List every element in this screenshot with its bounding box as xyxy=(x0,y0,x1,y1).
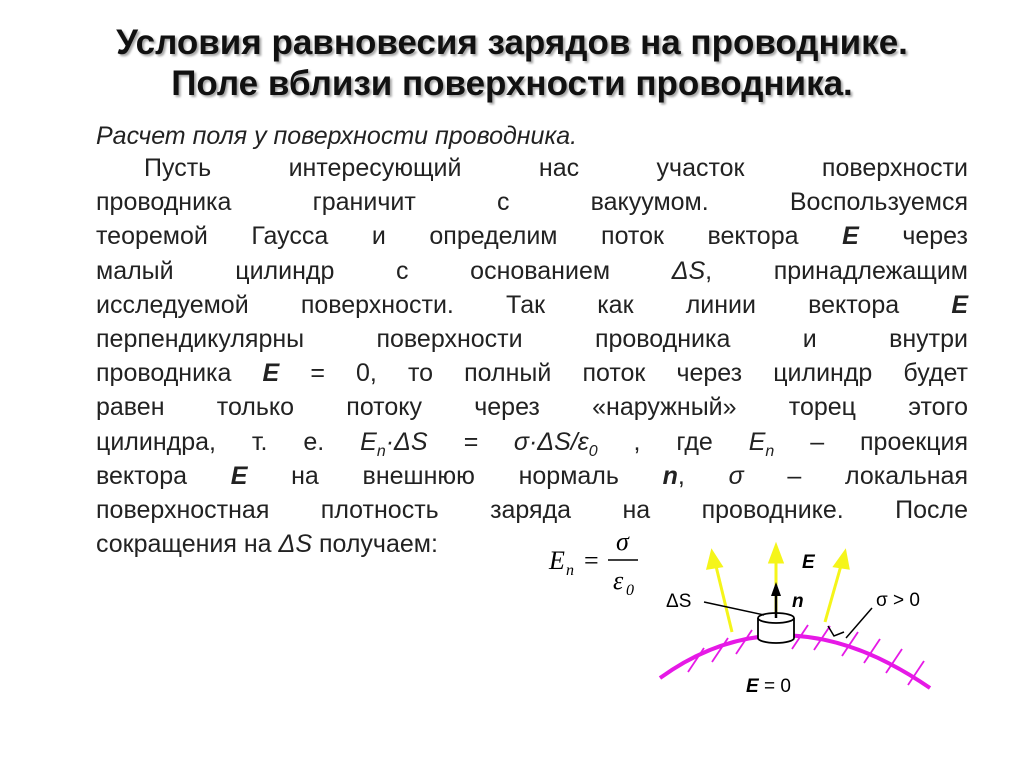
text-line xyxy=(96,219,968,253)
label-E-zero-vector: E xyxy=(746,676,759,697)
formula-run: ·ΔS = σ·ΔS/ε xyxy=(385,427,589,456)
en-symbol xyxy=(748,427,775,460)
arrowhead-icon xyxy=(835,552,848,568)
text-run: = 0, то полный поток через цилиндр будет xyxy=(279,359,968,388)
formula-denominator-subscript: 0 xyxy=(626,582,634,599)
title-line-2: Поле вблизи поверхности проводника. xyxy=(171,64,853,103)
text-line: проводника граничит с вакуумом. Воспользуемся xyxy=(96,188,968,217)
text-line: поверхностная плотность заряда на проводнике. После xyxy=(96,495,968,524)
n-subscript: n xyxy=(765,442,775,460)
sigma-symbol: σ xyxy=(728,461,744,490)
text-run: – локальная xyxy=(743,461,968,490)
text-line xyxy=(96,254,968,288)
vector-E-symbol: E xyxy=(951,290,968,319)
text-line xyxy=(96,356,968,390)
formula-denominator: ε xyxy=(613,566,624,595)
vector-E-symbol: E xyxy=(842,222,859,251)
formula-lhs: E xyxy=(549,546,565,575)
slide-title xyxy=(0,22,1024,104)
text-run: , принадлежащим xyxy=(705,256,968,285)
text-line: перпендикулярны поверхности проводника и внутри xyxy=(96,324,968,353)
delta-s-symbol: ΔS xyxy=(671,256,706,285)
text-line: равен только потоку через «наружный» торец этого xyxy=(96,393,968,422)
section-subtitle: Расчет поля у поверхности проводника. xyxy=(96,122,578,150)
label-n: n xyxy=(792,591,804,612)
label-E: E xyxy=(802,552,815,573)
label-E-zero xyxy=(746,676,791,697)
text-run: вектора xyxy=(96,461,231,490)
vector-E-symbol: E xyxy=(230,461,248,490)
e-symbol: E xyxy=(360,427,377,456)
arrowhead-icon xyxy=(708,552,721,568)
formula-en-sigma-over-eps0 xyxy=(546,525,646,605)
text-run: сокращения на xyxy=(96,530,279,559)
inline-formula xyxy=(360,427,598,460)
sigma-leader xyxy=(846,608,872,638)
text-run: через xyxy=(858,222,968,251)
delta-s-symbol: ΔS xyxy=(278,530,312,559)
label-sigma: σ > 0 xyxy=(876,590,920,611)
e-symbol: E xyxy=(748,427,766,456)
conductor-hatching xyxy=(688,625,924,685)
formula-lhs-subscript: n xyxy=(566,562,574,579)
formula-numerator: σ xyxy=(616,527,629,556)
delta-s-leader xyxy=(704,602,764,615)
text-run: , где xyxy=(597,427,749,456)
arrowhead-icon xyxy=(771,582,781,596)
text-run: , xyxy=(677,461,729,490)
surface-marker xyxy=(828,626,844,636)
arrowhead-icon xyxy=(770,546,782,562)
vector-E-symbol: E xyxy=(262,359,280,388)
label-E-zero-value: = 0 xyxy=(758,676,791,697)
label-delta-s: ΔS xyxy=(666,591,692,612)
normal-n-symbol: n xyxy=(662,461,678,490)
text-run: проводника xyxy=(96,359,263,388)
body-paragraph xyxy=(96,151,968,561)
text-line xyxy=(96,288,968,322)
text-run: – проекция xyxy=(774,427,969,456)
text-line: Пусть интересующий нас участок поверхности xyxy=(144,154,968,182)
n-subscript: n xyxy=(376,442,386,460)
title-line-1: Условия равновесия зарядов на проводнике. xyxy=(116,23,908,62)
zero-subscript: 0 xyxy=(588,442,598,460)
text-run: теоремой Гаусса и определим поток вектора xyxy=(96,222,843,251)
conductor-surface-diagram xyxy=(640,540,960,710)
text-line xyxy=(96,459,968,493)
text-run: цилиндра, т. е. xyxy=(96,427,361,456)
formula-equals: = xyxy=(584,546,599,575)
text-run: малый цилиндр с основанием xyxy=(96,256,672,285)
text-run: исследуемой поверхности. Так как линии вектора xyxy=(96,290,952,319)
text-line xyxy=(96,425,968,459)
text-run: получаем: xyxy=(312,530,438,559)
text-run: на внешнюю нормаль xyxy=(247,461,663,490)
